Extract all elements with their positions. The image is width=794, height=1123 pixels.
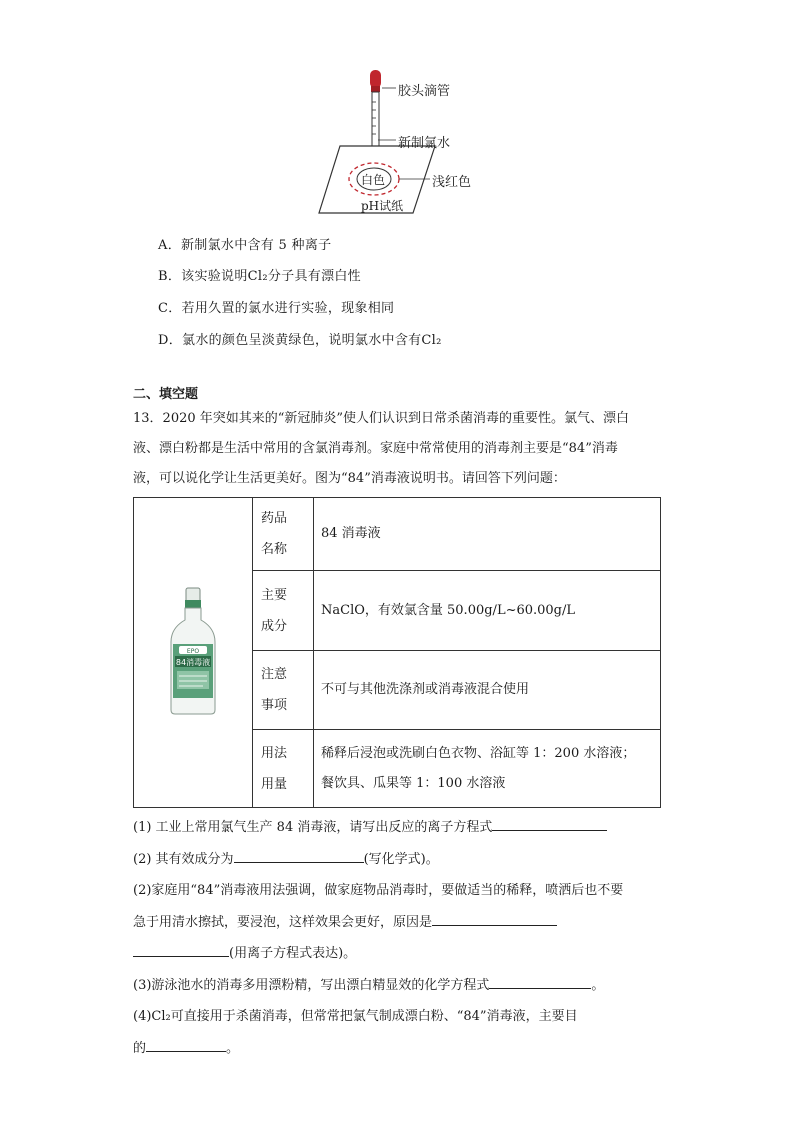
label-dropper: 胶头滴管 — [398, 84, 451, 99]
bottle-image-cell — [134, 498, 253, 808]
dropper-tube — [372, 92, 379, 148]
stem-line-1: 13．2020 年突如其来的“新冠肺炎”使人们认识到日常杀菌消毒的重要性。氯气、漂白 — [133, 411, 630, 426]
value-name: 84 消毒液 — [314, 498, 661, 571]
section-title: 二、填空题 — [133, 387, 199, 402]
stem-line-2: 液、漂白粉都是生活中常用的含氯消毒剂。家庭中常常使用的消毒剂主要是“84”消毒 — [133, 441, 618, 456]
key-notes: 注意 事项 — [253, 651, 314, 730]
instruction-table — [133, 497, 661, 808]
sub-question-5-line-1: (4)Cl₂可直接用于杀菌消毒，但常常把氯气制成漂白粉、“84”消毒液，主要目 — [133, 1009, 578, 1024]
label-light-red: 浅红色 — [432, 175, 472, 190]
value-usage: 稀释后浸泡或洗刷白色衣物、浴缸等 1：200 水溶液； 餐饮具、瓜果等 1：100 水溶液 — [314, 730, 661, 808]
bottle-label-top: EPO — [186, 647, 200, 655]
value-notes: 不可与其他洗涤剂或消毒液混合使用 — [314, 651, 661, 730]
dropper-neck — [371, 86, 380, 92]
answer-blank-3a[interactable] — [432, 912, 557, 926]
stem-line-3: 液，可以说化学让生活更美好。图为“84”消毒液说明书。请回答下列问题： — [133, 471, 566, 486]
key-ingredient: 主要 成分 — [253, 571, 314, 651]
key-usage: 用法 用量 — [253, 730, 314, 808]
option-d: D．氯水的颜色呈淡黄绿色，说明氯水中含有Cl₂ — [158, 333, 442, 348]
value-ingredient: NaClO，有效氯含量 50.00g/L~60.00g/L — [314, 571, 661, 651]
option-a: A．新制氯水中含有 5 种离子 — [158, 238, 332, 253]
sub-question-5-line-2: 的 。 — [133, 1033, 665, 1065]
answer-blank-4[interactable] — [489, 975, 591, 989]
sub-question-3-line-3: (用离子方程式表达)。 — [133, 938, 665, 970]
dropper-bulb — [370, 70, 381, 88]
sub-question-4: (3)游泳池水的消毒多用漂粉精，写出漂白精显效的化学方程式 。 — [133, 970, 665, 1002]
answer-blank-1[interactable] — [492, 817, 607, 831]
sub-question-1: (1) 工业上常用氯气生产 84 消毒液，请写出反应的离子方程式 — [133, 812, 665, 844]
answer-blank-5[interactable] — [146, 1038, 226, 1052]
key-name: 药品 名称 — [253, 498, 314, 571]
bottle-image — [163, 586, 223, 716]
label-ph-paper: pH试纸 — [361, 199, 404, 213]
sub-question-3-line-2: 急于用清水擦拭，要浸泡，这样效果会更好，原因是 — [133, 907, 665, 939]
label-chlorine-water: 新制氯水 — [398, 136, 451, 151]
sub-questions — [133, 812, 665, 1064]
option-c: C．若用久置的氯水进行实验，现象相同 — [158, 301, 395, 316]
sub-question-2: (2) 其有效成分为 (写化学式)。 — [133, 844, 665, 876]
question-stem — [133, 404, 665, 494]
answer-blank-3b[interactable] — [133, 943, 229, 957]
option-b: B．该实验说明Cl₂分子具有漂白性 — [158, 269, 361, 284]
label-white: 白色 — [361, 173, 386, 187]
bottle-label-main: 84消毒液 — [175, 657, 211, 667]
sub-question-3-line-1: (2)家庭用“84”消毒液用法强调，做家庭物品消毒时，要做适当的稀释，喷洒后也不要 — [133, 883, 624, 898]
answer-blank-2[interactable] — [234, 849, 364, 863]
